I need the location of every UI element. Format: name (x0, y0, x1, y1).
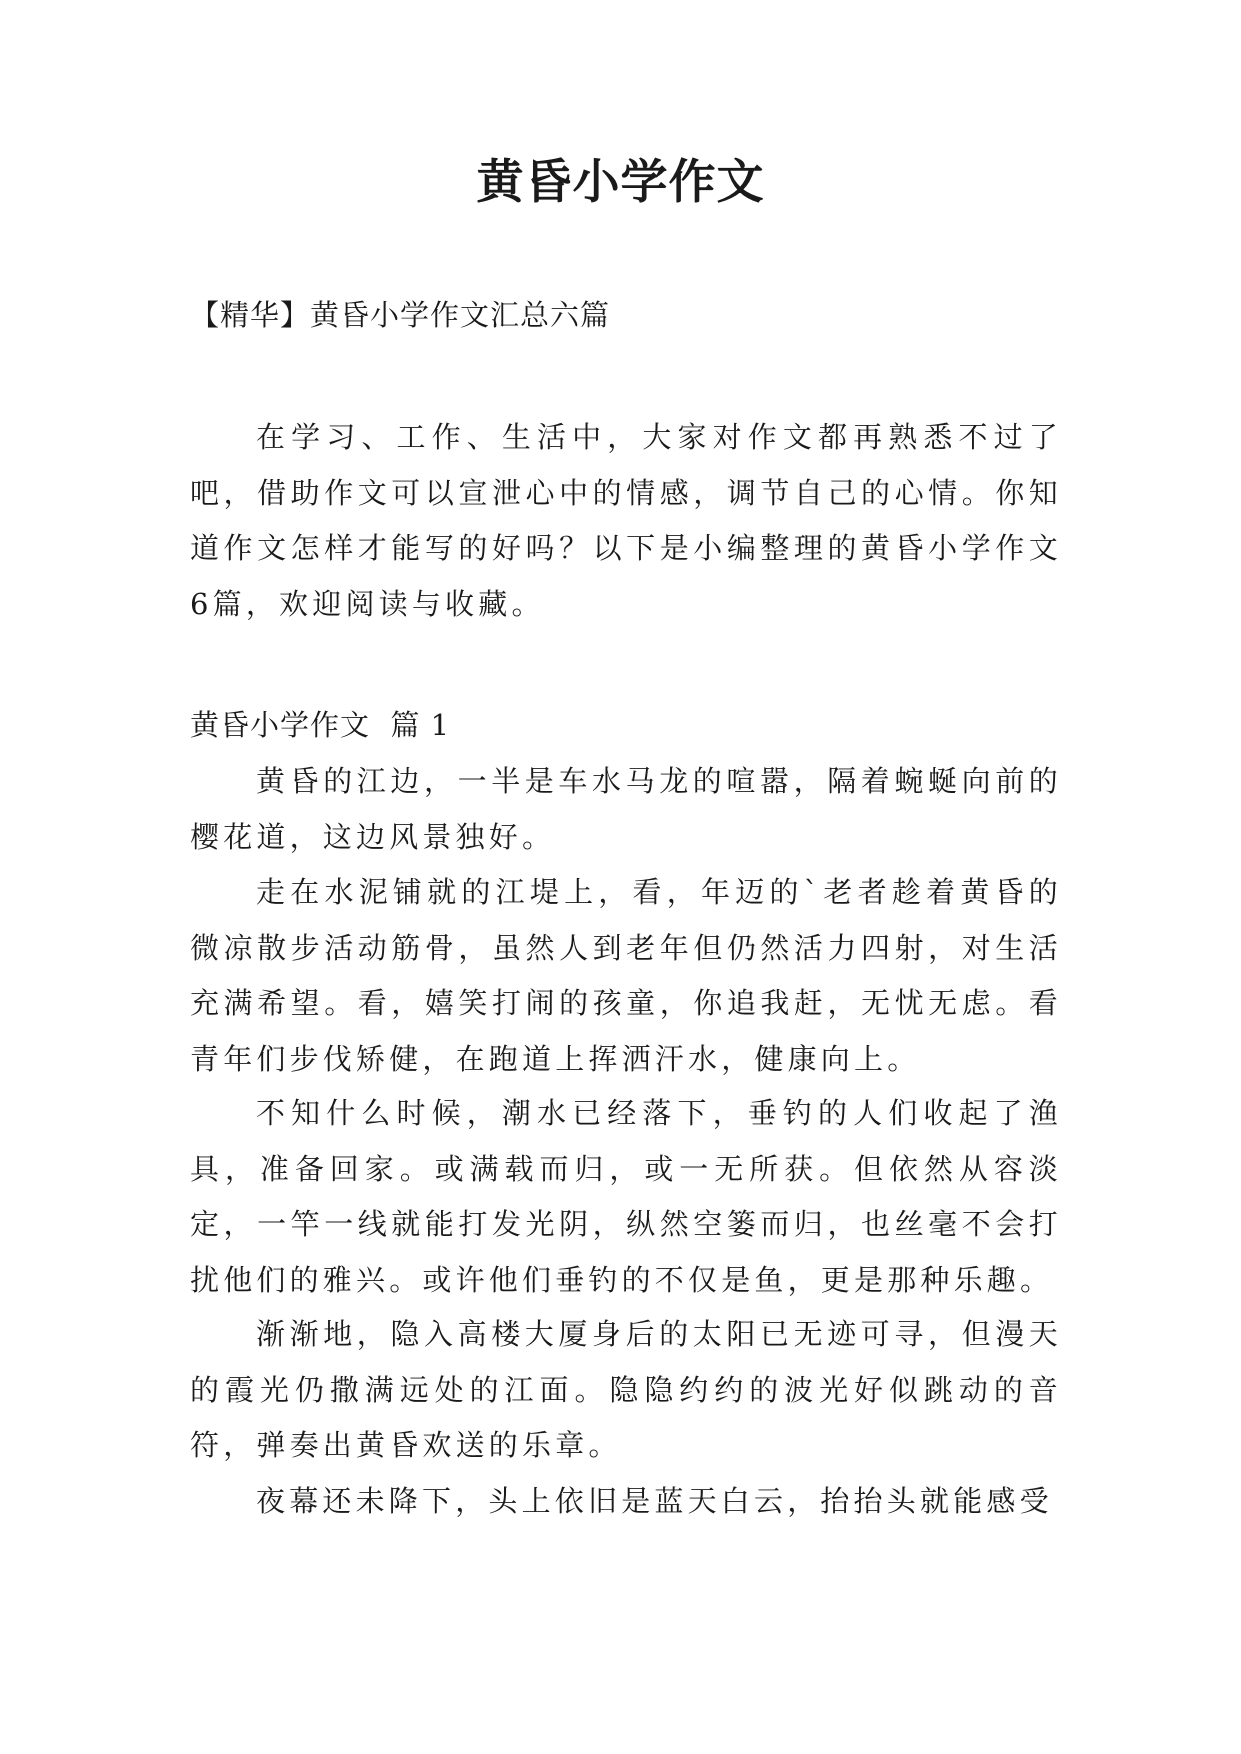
body-paragraph: 不知什么时候，潮水已经落下，垂钓的人们收起了渔具，准备回家。或满载而归，或一无所获。但依然从容淡定，一竿一线就能打发光阴，纵然空篓而归，也丝毫不会打扰他们的雅兴。或许他们垂钓的不仅是鱼，更是那种乐趣。 (190, 1096, 1062, 1297)
document-subtitle: 【精华】黄昏小学作文汇总六篇 (190, 298, 611, 332)
body-paragraph: 黄昏的江边，一半是车水马龙的喧嚣，隔着蜿蜒向前的樱花道，这边风景独好。 (190, 764, 1062, 854)
body-paragraph: 渐渐地，隐入高楼大厦身后的太阳已无迹可寻，但漫天的霞光仍撒满远处的江面。隐隐约约的波光好似跳动的音符，弹奏出黄昏欢送的乐章。 (190, 1317, 1062, 1462)
section-heading: 黄昏小学作文 篇 1 (190, 708, 451, 742)
body-paragraph: 走在水泥铺就的江堤上，看，年迈的`老者趁着黄昏的微凉散步活动筋骨，虽然人到老年但仍然活力四射，对生活充满希望。看，嬉笑打闹的孩童，你追我赶，无忧无虑。看青年们步伐矫健，在跑道上挥洒汗水，健康向上。 (190, 875, 1062, 1076)
document-title: 黄昏小学作文 (476, 155, 765, 210)
intro-paragraph: 在学习、工作、生活中，大家对作文都再熟悉不过了吧，借助作文可以宣泄心中的情感，调节自己的心情。你知道作文怎样才能写的好吗？以下是小编整理的黄昏小学作文6篇，欢迎阅读与收藏。 (190, 420, 1062, 621)
body-paragraph: 夜幕还未降下，头上依旧是蓝天白云，抬抬头就能感受 (256, 1484, 1053, 1518)
